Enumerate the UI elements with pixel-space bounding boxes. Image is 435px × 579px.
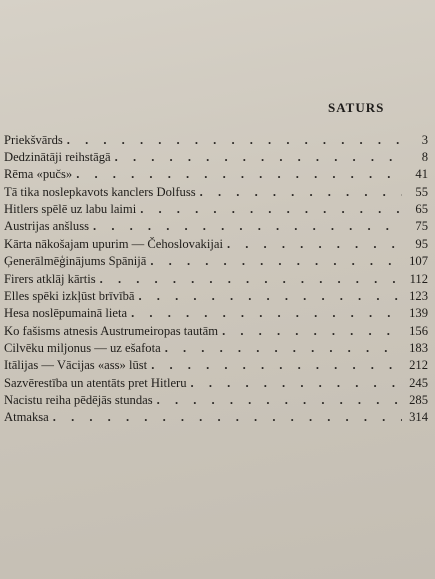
- toc-entry-title: Sazvērestība un atentāts pret Hitleru: [4, 375, 187, 390]
- toc-entry-page: 183: [409, 340, 428, 355]
- toc-entry: [4, 407, 428, 424]
- table-of-contents: [4, 129, 428, 424]
- dot-leader: [187, 377, 402, 390]
- toc-entry-title: Kārta nākošajam upurim — Čehoslovakijai: [4, 236, 223, 251]
- dot-leader: [196, 186, 402, 199]
- toc-entry-title: Itālijas — Vācijas «ass» lūst: [4, 358, 148, 373]
- dot-leader: [96, 273, 402, 286]
- toc-entry-page: 65: [415, 202, 428, 217]
- dot-leader: [63, 134, 402, 147]
- toc-entry-page: 8: [421, 150, 428, 165]
- toc-entry-page: 123: [409, 288, 428, 303]
- toc-entry-title: Austrijas anšluss: [4, 219, 90, 234]
- toc-entry-page: 212: [409, 358, 428, 373]
- toc-entry: [4, 146, 428, 163]
- toc-entry-page: 245: [409, 375, 428, 390]
- toc-entry: [4, 268, 428, 285]
- toc-entry: [4, 354, 428, 371]
- dot-leader: [146, 255, 402, 268]
- toc-entry-title: Dedzinātāji reihstāgā: [4, 150, 111, 165]
- dot-leader: [127, 307, 402, 320]
- toc-entry: [4, 181, 428, 198]
- toc-entry: [4, 337, 428, 354]
- toc-entry: [4, 372, 428, 389]
- toc-entry-title: Atmaksa: [4, 410, 49, 425]
- dot-leader: [72, 168, 402, 181]
- toc-entry-page: 95: [415, 236, 428, 251]
- dot-leader: [136, 203, 402, 216]
- toc-entry-page: 156: [409, 323, 428, 338]
- dot-leader: [147, 359, 402, 372]
- toc-entry: [4, 216, 428, 233]
- toc-entry: [4, 285, 428, 302]
- dot-leader: [161, 342, 402, 355]
- toc-entry: [4, 198, 428, 215]
- toc-entry: [4, 250, 428, 267]
- toc-entry-page: 75: [415, 219, 428, 234]
- toc-entry-title: Ģenerālmēģinājums Spānijā: [4, 254, 147, 269]
- dot-leader: [223, 238, 402, 251]
- dot-leader: [89, 220, 402, 233]
- toc-entry-title: Hitlers spēlē uz labu laimi: [4, 202, 137, 217]
- toc-entry-title: Hesa noslēpumainā lieta: [4, 306, 128, 321]
- toc-entry-title: Tā tika noslepkavots kanclers Dolfuss: [4, 184, 196, 199]
- toc-entry: [4, 233, 428, 250]
- toc-entry: [4, 389, 428, 406]
- toc-entry-title: Rēma «pučs»: [4, 167, 73, 182]
- toc-entry-page: 41: [415, 167, 428, 182]
- toc-entry-title: Priekšvārds: [4, 132, 63, 147]
- toc-entry-page: 314: [409, 410, 428, 425]
- toc-entry: [4, 320, 428, 337]
- toc-entry: [4, 164, 428, 181]
- toc-entry-title: Firers atklāj kārtis: [4, 271, 96, 286]
- dot-leader: [218, 325, 402, 338]
- toc-entry-title: Nacistu reiha pēdējās stundas: [4, 392, 153, 407]
- toc-entry-page: 107: [409, 254, 428, 269]
- toc-entry-title: Elles spēki izkļūst brīvībā: [4, 288, 135, 303]
- dot-leader: [111, 151, 402, 164]
- toc-entry-page: 112: [409, 271, 428, 286]
- toc-entry-page: 55: [415, 184, 428, 199]
- toc-entry: [4, 129, 428, 146]
- toc-entry-page: 139: [409, 306, 428, 321]
- toc-entry-page: 3: [421, 132, 428, 147]
- toc-entry-title: Cilvēku miljonus — uz ešafota: [4, 340, 161, 355]
- toc-entry-title: Ko fašisms atnesis Austrumeiropas tautām: [4, 323, 219, 338]
- dot-leader: [49, 411, 402, 424]
- dot-leader: [153, 394, 402, 407]
- toc-entry-page: 285: [409, 392, 428, 407]
- toc-entry: [4, 302, 428, 319]
- page-title: SATURS: [328, 100, 385, 115]
- dot-leader: [134, 290, 402, 303]
